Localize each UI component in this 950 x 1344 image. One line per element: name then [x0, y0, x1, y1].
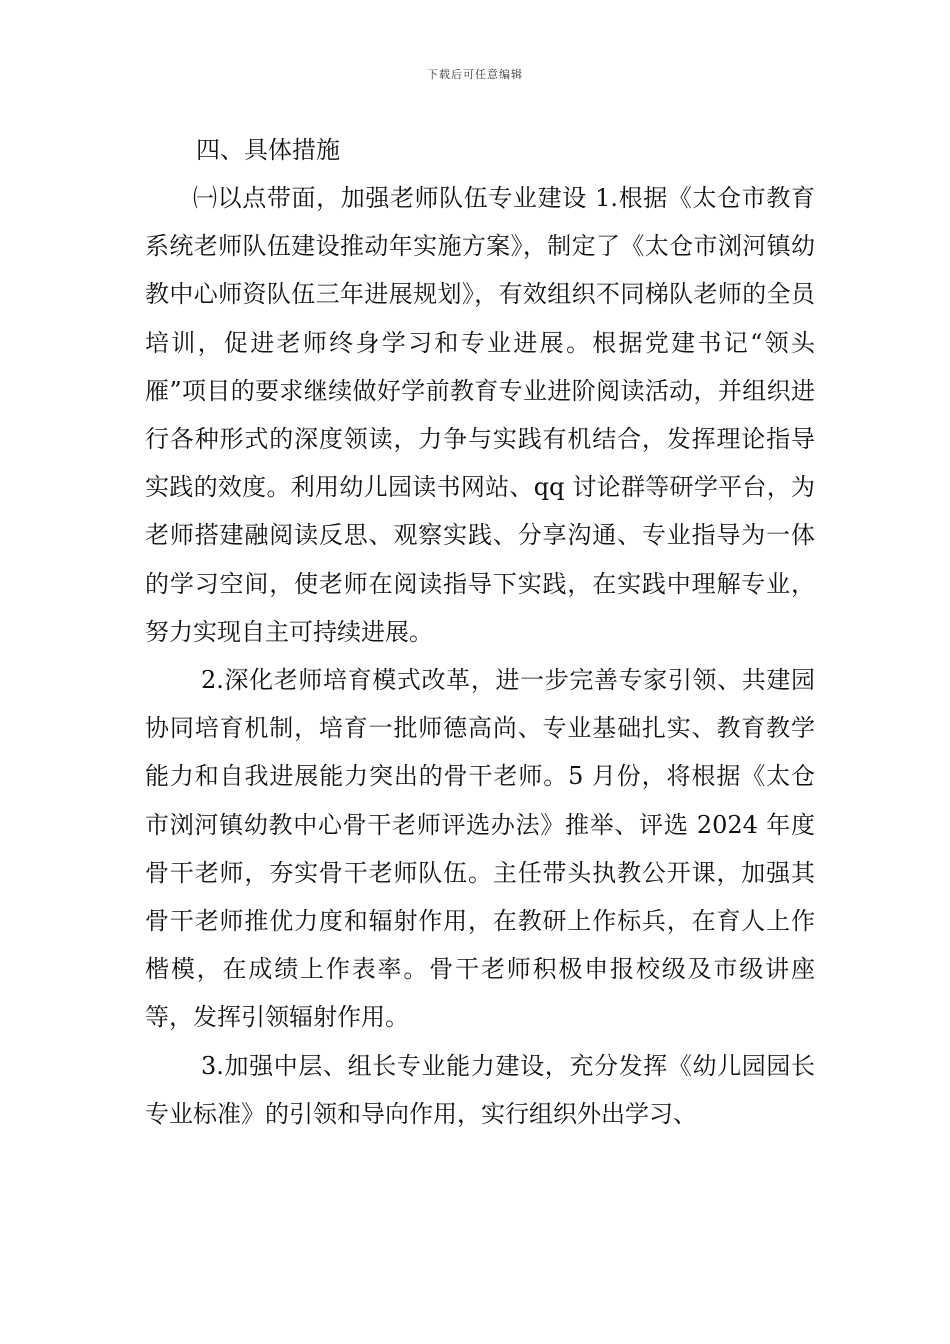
page-header-note: 下载后可任意编辑: [427, 68, 523, 81]
paragraph-2: 2.深化老师培育模式改革，进一步完善专家引领、共建园协同培育机制，培育一批师德高尚、专业基础扎实、教育教学能力和自我进展能力突出的骨干老师。5 月份，将根据《太仓市浏河镇幼教中心骨干老师评选办法》推举、评选 2024 年度骨干老师，夯实骨干老师队伍。主任带头执教公开课，加强其骨干老师推优力度和辐射作用，在教研上作标兵，在育人上作楷模，在成绩上作表率。骨干老师积极申报校级及市级讲座等，发挥引领辐射作用。: [145, 666, 815, 1032]
paragraph-1: ㈠以点带面，加强老师队伍专业建设 1.根据《太仓市教育系统老师队伍建设推动年实施方案》，制定了《太仓市浏河镇幼教中心师资队伍三年进展规划》，有效组织不同梯队老师的全员培训，促进老师终身学习和专业进展。根据党建书记“领头雁”项目的要求继续做好学前教育专业进阶阅读活动，并组织进行各种形式的深度领读，力争与实践有机结合，发挥理论指导实践的效度。利用幼儿园读书网站、qq 讨论群等研学平台，为老师搭建融阅读反思、观察实践、分享沟通、专业指导为一体的学习空间，使老师在阅读指导下实践，在实践中理解专业，努力实现自主可持续进展。: [145, 184, 815, 646]
paragraph-3: 3.加强中层、组长专业能力建设，充分发挥《幼儿园园长专业标准》的引领和导向作用，实行组织外出学习、: [145, 1051, 815, 1128]
section-heading: 四、具体措施: [196, 136, 340, 164]
document-body: [145, 174, 815, 1138]
